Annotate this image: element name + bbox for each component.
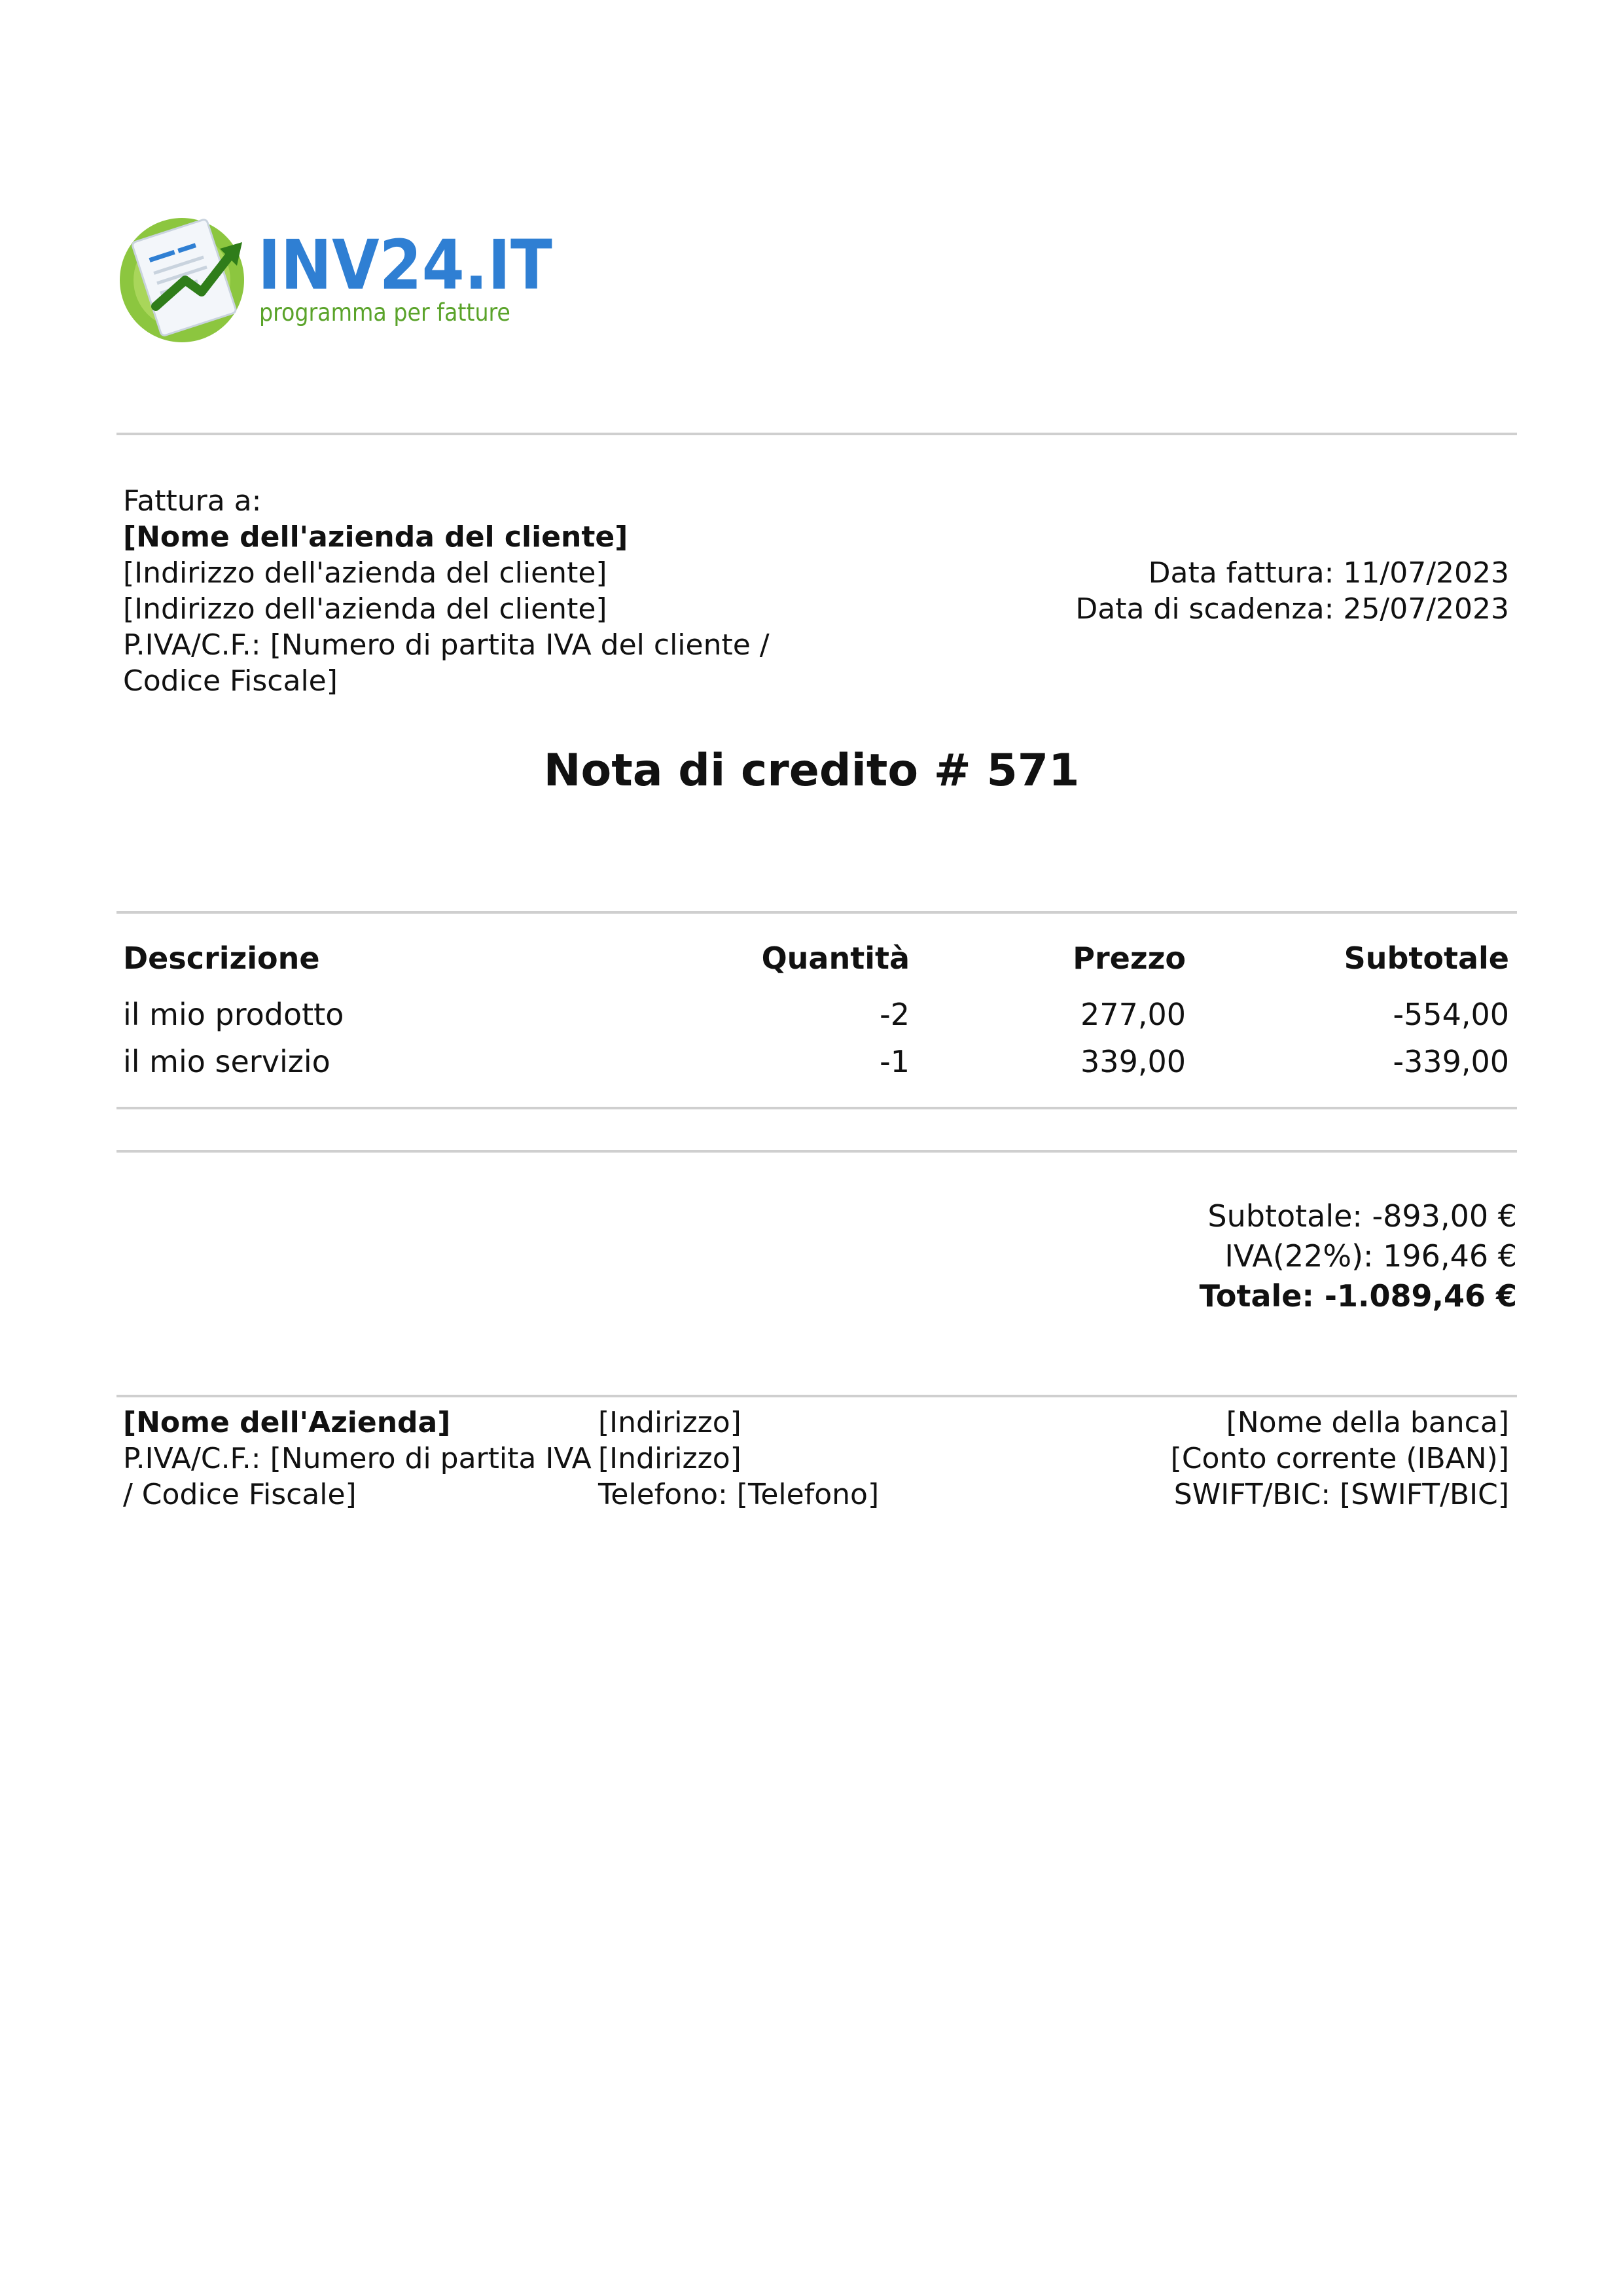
row-description: il mio servizio xyxy=(123,1044,330,1079)
footer-address xyxy=(598,1405,879,1513)
footer-bank-name: [Nome della banca] xyxy=(1226,1406,1509,1439)
footer-phone: Telefono: [Telefono] xyxy=(598,1478,880,1511)
vat-amount: IVA(22%): 196,46 € xyxy=(1224,1238,1517,1274)
footer-address-1: [Indirizzo] xyxy=(598,1406,741,1439)
client-vat-line-1: P.IVA/C.F.: [Numero di partita IVA del cliente / xyxy=(123,628,770,662)
row-quantity: -2 xyxy=(880,997,910,1032)
client-address-1: [Indirizzo dell'azienda del cliente] xyxy=(123,556,607,590)
header-price: Prezzo xyxy=(1073,941,1186,976)
row-price: 339,00 xyxy=(1080,1044,1186,1079)
footer-divider xyxy=(116,1395,1517,1397)
footer-company-vat-1: P.IVA/C.F.: [Numero di partita IVA xyxy=(123,1442,592,1475)
due-date: Data di scadenza: 25/07/2023 xyxy=(1075,592,1509,626)
footer-iban: [Conto corrente (IBAN)] xyxy=(1170,1442,1509,1475)
client-block xyxy=(123,483,770,699)
footer-company xyxy=(123,1405,592,1513)
row-quantity: -1 xyxy=(880,1044,910,1079)
row-subtotal: -554,00 xyxy=(1393,997,1509,1032)
footer-company-vat-2: / Codice Fiscale] xyxy=(123,1478,357,1511)
row-description: il mio prodotto xyxy=(123,997,344,1032)
logo-brand-text: INV24.IT xyxy=(258,225,552,305)
header-quantity: Quantità xyxy=(761,941,910,976)
footer-company-name: [Nome dell'Azienda] xyxy=(123,1406,451,1439)
totals-block xyxy=(1200,1196,1517,1316)
invoice-date: Data fattura: 11/07/2023 xyxy=(1148,556,1509,590)
logo-graphic xyxy=(116,208,552,346)
client-name: [Nome dell'azienda del cliente] xyxy=(123,520,628,554)
row-subtotal: -339,00 xyxy=(1393,1044,1509,1079)
dates-block xyxy=(1075,555,1509,627)
logo-tagline-text: programma per fatture xyxy=(259,298,510,327)
client-vat-line-2: Codice Fiscale] xyxy=(123,664,338,698)
header-subtotal: Subtotale xyxy=(1344,941,1509,976)
bill-to-heading: Fattura a: xyxy=(123,484,262,518)
header-divider xyxy=(116,433,1517,435)
row-price: 277,00 xyxy=(1080,997,1186,1032)
company-logo xyxy=(116,208,552,346)
header-description: Descrizione xyxy=(123,941,320,976)
client-address-2: [Indirizzo dell'azienda del cliente] xyxy=(123,592,607,626)
footer-bank xyxy=(1171,1405,1509,1513)
subtotal-amount: Subtotale: -893,00 € xyxy=(1207,1198,1517,1234)
totals-divider xyxy=(116,1150,1517,1153)
footer-address-2: [Indirizzo] xyxy=(598,1442,741,1475)
document-title: Nota di credito # 571 xyxy=(543,745,1080,797)
table-bottom-divider xyxy=(116,1107,1517,1109)
table-top-divider xyxy=(116,911,1517,914)
footer-swift: SWIFT/BIC: [SWIFT/BIC] xyxy=(1173,1478,1509,1511)
total-amount: Totale: -1.089,46 € xyxy=(1199,1278,1517,1314)
